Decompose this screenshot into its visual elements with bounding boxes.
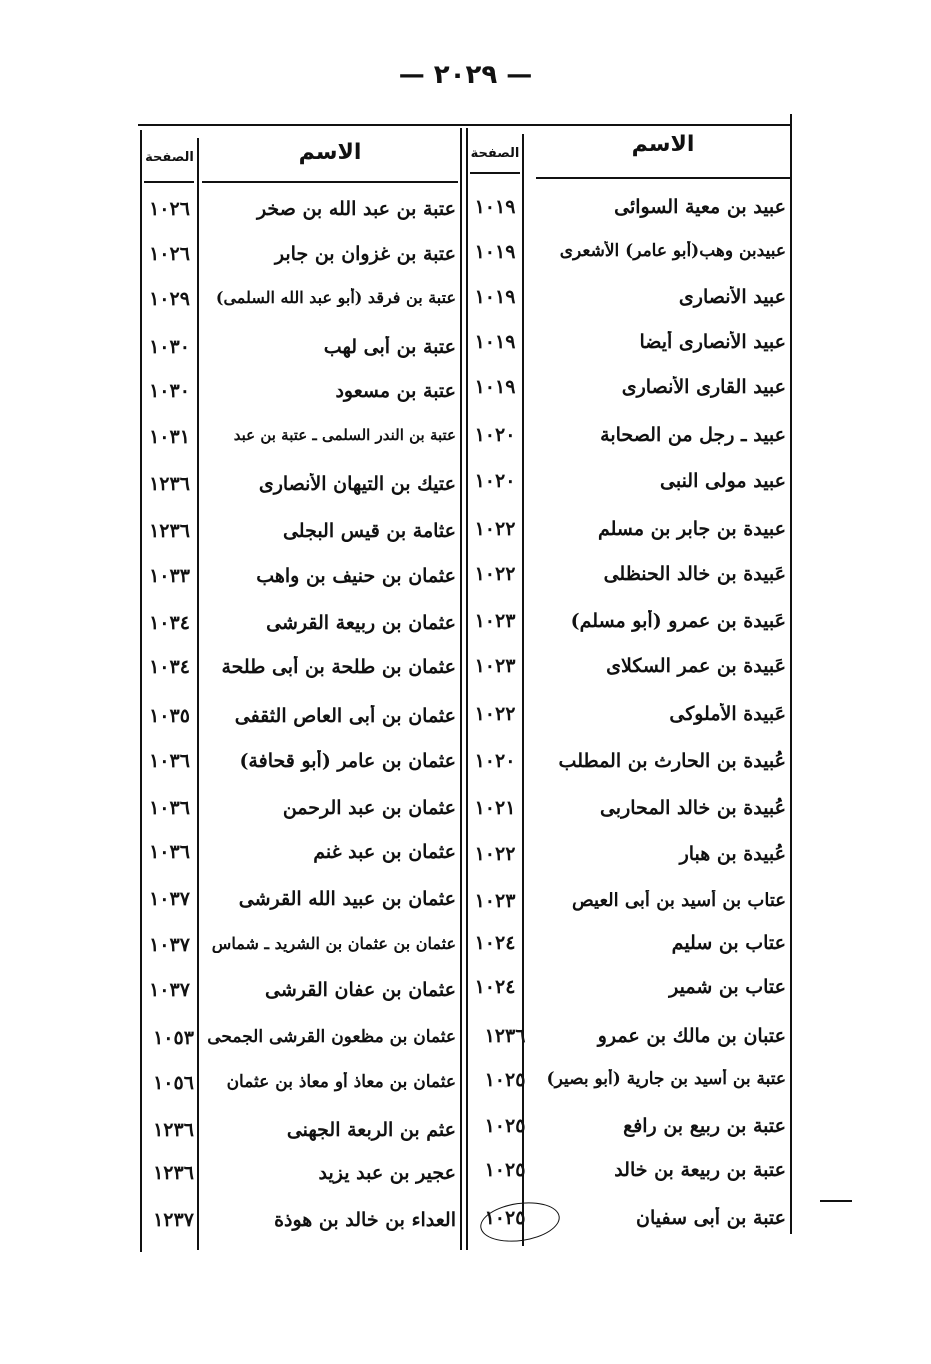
list-item-page: ١٠٢٢ xyxy=(474,563,516,585)
list-item-page: ١٠٣٦ xyxy=(149,750,190,772)
list-item-page: ١٠٢٦ xyxy=(149,198,190,220)
list-item-name: عثمان بن ربيعة القرشى xyxy=(266,612,456,634)
list-item-page: ١٠٣٥ xyxy=(149,705,190,727)
list-item-page: ١٠٣٠ xyxy=(149,380,190,402)
list-item-name: عَبيدة الأملوكى xyxy=(669,703,786,725)
circled-page-mark xyxy=(478,1198,563,1247)
list-item-page: ١٠١٩ xyxy=(474,286,516,308)
left-page-header-rule xyxy=(144,181,194,183)
list-item-page: ١٠٢٠ xyxy=(474,470,516,492)
list-item-page: ١٠٣٧ xyxy=(149,979,190,1001)
list-item-page: ١٠٢٣ xyxy=(474,890,516,912)
list-item-name: عتبة بن عبد الله بن صخر xyxy=(256,198,456,220)
list-item-name: عتاب بن سليم xyxy=(671,932,786,954)
list-item-page: ١٠٢٤ xyxy=(474,932,516,954)
list-item-name: عبيد بن معية السوائى xyxy=(614,196,786,218)
left-name-header: الاسم xyxy=(298,140,362,165)
list-item-page: ١٠٣١ xyxy=(149,426,190,448)
list-item-name: عُبيدة بن الحارث بن المطلب xyxy=(558,750,786,772)
list-item-name: عثمان بن عثمان بن الشريد ـ شماس xyxy=(211,934,456,953)
list-item-page: ١٠٢٩ xyxy=(149,288,190,310)
right-name-header: الاسم xyxy=(631,132,695,157)
list-item-name: عثمان بن أبى العاص الثقفى xyxy=(234,705,456,727)
list-item-page: ١٠٣٠ xyxy=(149,336,190,358)
center-divider-a xyxy=(460,128,462,1250)
list-item-page: ١٠٣٧ xyxy=(149,888,190,910)
list-item-name: عثمان بن حنيف بن واهب xyxy=(256,565,456,587)
list-item-page: ١٠٢٥ xyxy=(484,1069,526,1091)
list-item-page: ١٠٢٥ xyxy=(484,1207,526,1229)
list-item-name: عبيدبن وهب(أبو عامر) الأشعرى xyxy=(559,241,786,261)
list-item-name: عَبيدة بن عمر السكلاى xyxy=(606,655,786,677)
list-item-name: عثمان بن عامر (أبو قحافة) xyxy=(239,750,456,772)
page-number: — ٢٠٢٩ — xyxy=(398,60,533,90)
margin-tick xyxy=(820,1200,852,1202)
list-item-name: عجير بن عبد يزيد xyxy=(318,1162,456,1184)
list-item-name: عتاب بن شمير xyxy=(669,976,786,998)
left-page-header: الصفحة xyxy=(145,150,194,165)
list-item-page: ١٠٢٥ xyxy=(484,1159,526,1181)
list-item-name: عتاب بن أسيد بن أبى العيص xyxy=(572,890,786,911)
right-page-header-rule xyxy=(470,172,520,174)
list-item-page: ١٠١٩ xyxy=(474,376,516,398)
list-item-page: ١٠٣٧ xyxy=(149,934,190,956)
list-item-name: عبيد الأنصارى أيضا xyxy=(639,331,786,353)
list-item-page: ١٠١٩ xyxy=(474,241,516,263)
list-item-name: عبيد القارى الأنصارى xyxy=(621,376,786,398)
list-item-page: ١٠٣٦ xyxy=(149,841,190,863)
list-item-page: ١٠٢٢ xyxy=(474,843,516,865)
list-item-name: عتبة بن ربيعة بن خالد xyxy=(614,1159,786,1181)
list-item-name: عتبة بن الندر السلمى ـ عتبة بن عبد xyxy=(233,426,456,444)
list-item-name: عبيد الأنصارى xyxy=(678,286,786,308)
list-item-name: عبيدة بن جابر بن مسلم xyxy=(597,518,786,540)
list-item-page: ١٠٢٠ xyxy=(474,750,516,772)
list-item-page: ١٠٣٤ xyxy=(149,656,190,678)
list-item-page: ١٠٢٦ xyxy=(149,243,190,265)
list-item-name: عثمان بن مظعون القرشى الجمحى xyxy=(207,1027,456,1047)
list-item-name: عثمان بن عبد غنم xyxy=(313,841,456,863)
list-item-page: ١٠٢٣ xyxy=(474,610,516,632)
list-item-page: ١٠٢١ xyxy=(474,797,516,819)
list-item-name: عتبان بن مالك بن عمرو xyxy=(597,1025,786,1047)
list-item-page: ١٢٣٧ xyxy=(153,1209,194,1231)
list-item-name: عثمان بن عبد الرحمن xyxy=(282,797,456,819)
list-item-name: عتبة بن أسيد بن جارية (أبو بصير) xyxy=(546,1069,786,1089)
list-item-name: عبيد مولى النبى xyxy=(660,470,786,492)
list-item-page: ١٠٣٤ xyxy=(149,612,190,634)
list-item-name: عُبيدة بن هبار xyxy=(679,843,786,865)
list-item-name: عثمان بن معاذ أو معاذ بن عثمان xyxy=(226,1072,456,1092)
list-item-name: عبيد ـ رجل من الصحابة xyxy=(600,424,786,446)
list-item-name: عثامة بن قيس البجلى xyxy=(282,520,456,542)
list-item-page: ١٠٢٣ xyxy=(474,655,516,677)
right-page-header: الصفحة xyxy=(470,146,520,161)
list-item-name: عَبيدة بن خالد الحنظلى xyxy=(603,563,786,585)
list-item-name: عُبيدة بن خالد المحاربى xyxy=(599,797,786,819)
list-item-page: ١٠٢٢ xyxy=(474,518,516,540)
list-item-name: عثمان بن طلحة بن أبى طلحة xyxy=(221,656,456,678)
list-item-page: ١٠٥٣ xyxy=(153,1027,194,1049)
list-item-name: عتبة بن أبى سفيان xyxy=(636,1207,786,1229)
list-item-page: ١٠٣٣ xyxy=(149,565,190,587)
list-item-page: ١٢٣٦ xyxy=(153,1119,194,1141)
table-top-rule xyxy=(138,124,792,126)
list-item-name: عتبة بن غزوان بن جابر xyxy=(274,243,456,265)
list-item-page: ١٠٢٥ xyxy=(484,1115,526,1137)
list-item-page: ١٠١٩ xyxy=(474,331,516,353)
list-item-name: العداء بن خالد بن هوذة xyxy=(274,1209,456,1231)
list-item-page: ١٠٢٢ xyxy=(474,703,516,725)
list-item-page: ١٠١٩ xyxy=(474,196,516,218)
list-item-page: ١٢٣٦ xyxy=(149,520,190,542)
list-item-name: عتبة بن فرقد (أبو عبد الله السلمى) xyxy=(215,288,456,307)
list-item-name: عثمان بن عبيد الله القرشى xyxy=(238,888,456,910)
list-item-page: ١٢٣٦ xyxy=(153,1162,194,1184)
right-name-header-rule xyxy=(536,177,790,179)
list-item-page: ١٠٣٦ xyxy=(149,797,190,819)
list-item-page: ١٠٥٦ xyxy=(153,1072,194,1094)
list-item-page: ١٠٢٠ xyxy=(474,424,516,446)
list-item-name: عتبة بن ربيع بن رافع xyxy=(623,1115,786,1137)
list-item-page: ١٠٢٤ xyxy=(474,976,516,998)
list-item-name: عتبة بن أبى لهب xyxy=(323,336,456,358)
list-item-name: عَبيدة بن عمرو (أبو مسلم) xyxy=(570,610,786,632)
list-item-name: عثمان بن عفان القرشى xyxy=(264,979,456,1001)
list-item-name: عثم بن الربعة الجهنى xyxy=(286,1119,456,1141)
left-name-header-rule xyxy=(202,181,458,183)
list-item-page: ١٢٣٦ xyxy=(484,1025,526,1047)
list-item-name: عتبة بن مسعود xyxy=(335,380,456,402)
list-item-page: ١٢٣٦ xyxy=(149,473,190,495)
table-right-border xyxy=(790,114,792,1234)
list-item-name: عتيك بن التيهان الأنصارى xyxy=(258,473,456,495)
